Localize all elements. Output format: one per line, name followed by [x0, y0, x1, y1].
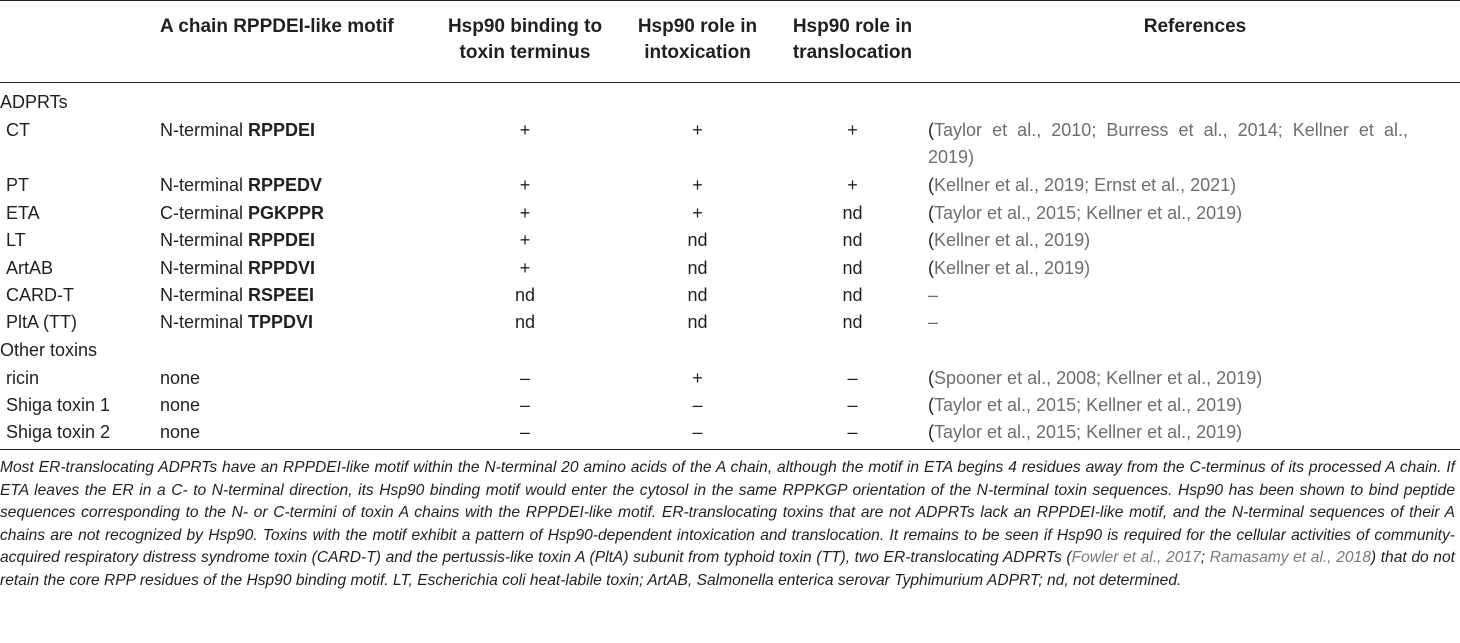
motif-cell — [160, 365, 200, 392]
motif-prefix: none — [160, 368, 201, 388]
footnote-citation-fowler[interactable]: Fowler et al., 2017 — [1071, 549, 1201, 567]
reference-text[interactable]: Kellner et al., 2019) — [934, 230, 1091, 250]
motif-sequence: RPPDVI — [248, 258, 316, 278]
translocation-value: nd — [842, 230, 863, 250]
binding-value: + — [519, 258, 531, 278]
translocation-value: nd — [842, 285, 863, 305]
toxin-name: ArtAB — [6, 258, 54, 278]
reference-cell[interactable] — [928, 227, 1408, 254]
binding-value: + — [519, 175, 531, 195]
motif-cell — [160, 419, 200, 446]
motif-cell — [160, 200, 324, 227]
motif-cell — [160, 117, 315, 144]
binding-value: nd — [514, 312, 536, 332]
motif-cell — [160, 282, 314, 309]
motif-prefix: N-terminal — [160, 258, 244, 278]
binding-value: – — [519, 395, 530, 415]
reference-text[interactable]: Taylor et al., 2015; Kellner et al., 2019) — [934, 203, 1243, 223]
intoxication-value: nd — [687, 285, 708, 305]
reference-open-paren: ( — [928, 258, 934, 278]
reference-cell[interactable] — [928, 172, 1408, 199]
reference-open-paren: ( — [928, 422, 934, 442]
footnote-text-1: Most ER-translocating ADPRTs have an RPPDEI-like motif within the N-terminal 20 amino acids of the A chain, although the motif in ETA begins 4 residues away from the C-terminus of its processed A chain. If ETA leaves the ER in a C- to N-terminal direction, its Hsp90 binding motif would enter the cytosol in the same RPPKGP orientation of the N-terminal toxin sequences. Hsp90 has been shown to bind peptide sequences corresponding to the N- or C-termini of toxin A chains with the RPPDEI-like motif. ER-translocating toxins that are not ADPRTs lack an RPPDEI-like motif, and the N-terminal sequences of their A chains are not recognized by Hsp90. Toxins with the motif exhibit a pattern of Hsp90-dependent intoxication and translocation. It remains to be seen if Hsp90 is required for the cellular activities of community-acquired respiratory distress syndrome toxin (CARD-T) and the pertussis-like toxin A (PltA) subunit from typhoid toxin (TT), two ER-translocating ADPRTs ( — [0, 459, 1455, 567]
toxin-name: Shiga toxin 1 — [6, 395, 111, 415]
translocation-value: – — [847, 395, 858, 415]
reference-text[interactable]: Spooner et al., 2008; Kellner et al., 2019) — [934, 368, 1263, 388]
header-intoxication: Hsp90 role in intoxication — [637, 16, 758, 63]
reference-cell[interactable] — [928, 117, 1408, 171]
toxin-name: PltA (TT) — [6, 312, 77, 332]
intoxication-value: – — [692, 422, 703, 442]
reference-text[interactable]: Taylor et al., 2015; Kellner et al., 2019) — [934, 395, 1243, 415]
toxin-name: CT — [6, 120, 30, 140]
footnote-separator: ; — [1200, 549, 1210, 567]
table-header-rule — [0, 82, 1460, 83]
intoxication-value: + — [692, 368, 703, 388]
binding-value: nd — [514, 285, 536, 305]
binding-value: – — [519, 368, 530, 388]
binding-value: + — [519, 120, 531, 140]
reference-text[interactable]: Kellner et al., 2019) — [934, 258, 1091, 278]
binding-value: – — [519, 422, 530, 442]
footnote-citation-ramasamy[interactable]: Ramasamy et al., 2018 — [1209, 549, 1371, 567]
motif-prefix: none — [160, 422, 201, 442]
translocation-value: – — [847, 422, 858, 442]
motif-prefix: N-terminal — [160, 312, 244, 332]
section-title: ADPRTs — [0, 92, 68, 112]
reference-text[interactable]: Kellner et al., 2019; Ernst et al., 2021) — [934, 175, 1237, 195]
intoxication-value: nd — [687, 230, 708, 250]
motif-cell — [160, 227, 315, 254]
intoxication-value: nd — [687, 312, 708, 332]
motif-cell — [160, 309, 313, 336]
translocation-value: nd — [842, 203, 863, 223]
translocation-value: nd — [842, 258, 863, 278]
reference-cell[interactable] — [928, 282, 1408, 309]
header-motif: A chain RPPDEI-like motif — [160, 16, 394, 37]
toxin-name: ricin — [6, 368, 40, 388]
motif-sequence: TPPDVI — [248, 312, 314, 332]
table-footnote — [0, 457, 1455, 593]
intoxication-value: nd — [687, 258, 708, 278]
motif-prefix: N-terminal — [160, 285, 244, 305]
reference-cell[interactable] — [928, 200, 1408, 227]
intoxication-value: + — [692, 203, 703, 223]
motif-prefix: none — [160, 395, 201, 415]
motif-cell — [160, 255, 315, 282]
footnote-text-2: ) that do not retain the core RPP residues of the Hsp90 binding motif. LT, Escherichia coli heat-labile toxin; ArtAB, Salmonella enterica serovar Typhimurium ADPRT; nd, not determined. — [0, 549, 1455, 589]
binding-value: + — [519, 203, 531, 223]
section-title: Other toxins — [0, 340, 98, 360]
motif-prefix: C-terminal — [160, 203, 244, 223]
motif-cell — [160, 392, 200, 419]
reference-text[interactable]: Taylor et al., 2010; Burress et al., 2014; Kellner et al., 2019) — [928, 120, 1408, 167]
toxin-name: Shiga toxin 2 — [6, 422, 111, 442]
translocation-value: nd — [842, 312, 863, 332]
toxin-name: PT — [6, 175, 30, 195]
motif-sequence: RPPDEI — [248, 230, 316, 250]
toxin-name: CARD-T — [6, 285, 74, 305]
reference-open-paren: ( — [928, 230, 934, 250]
reference-open-paren: ( — [928, 395, 934, 415]
reference-open-paren: ( — [928, 203, 934, 223]
intoxication-value: + — [692, 175, 703, 195]
reference-text[interactable]: Taylor et al., 2015; Kellner et al., 2019) — [934, 422, 1243, 442]
motif-prefix: N-terminal — [160, 120, 244, 140]
motif-sequence: RPPDEI — [248, 120, 316, 140]
motif-sequence: PGKPPR — [248, 203, 325, 223]
header-translocation: Hsp90 role in translocation — [792, 16, 913, 63]
reference-cell[interactable] — [928, 392, 1408, 419]
motif-prefix: N-terminal — [160, 230, 244, 250]
reference-open-paren: ( — [928, 120, 934, 140]
reference-text[interactable]: – — [928, 285, 939, 305]
reference-cell[interactable] — [928, 309, 1408, 336]
intoxication-value: – — [692, 395, 703, 415]
reference-cell[interactable] — [928, 419, 1408, 446]
reference-open-paren: ( — [928, 175, 934, 195]
binding-value: + — [519, 230, 531, 250]
reference-cell[interactable] — [928, 255, 1408, 282]
reference-text[interactable]: – — [928, 312, 939, 332]
reference-cell[interactable] — [928, 365, 1408, 392]
translocation-value: + — [847, 175, 858, 195]
toxin-name: LT — [6, 230, 26, 250]
translocation-value: – — [847, 368, 858, 388]
motif-sequence: RSPEEI — [248, 285, 315, 305]
header-references: References — [1143, 16, 1247, 37]
reference-open-paren: ( — [928, 368, 934, 388]
motif-cell — [160, 172, 322, 199]
intoxication-value: + — [692, 120, 703, 140]
motif-sequence: RPPEDV — [248, 175, 323, 195]
toxin-name: ETA — [6, 203, 40, 223]
table-bottom-rule — [0, 449, 1460, 450]
table-top-rule — [0, 0, 1460, 1]
translocation-value: + — [847, 120, 858, 140]
motif-prefix: N-terminal — [160, 175, 244, 195]
header-binding: Hsp90 binding to toxin terminus — [447, 16, 603, 63]
